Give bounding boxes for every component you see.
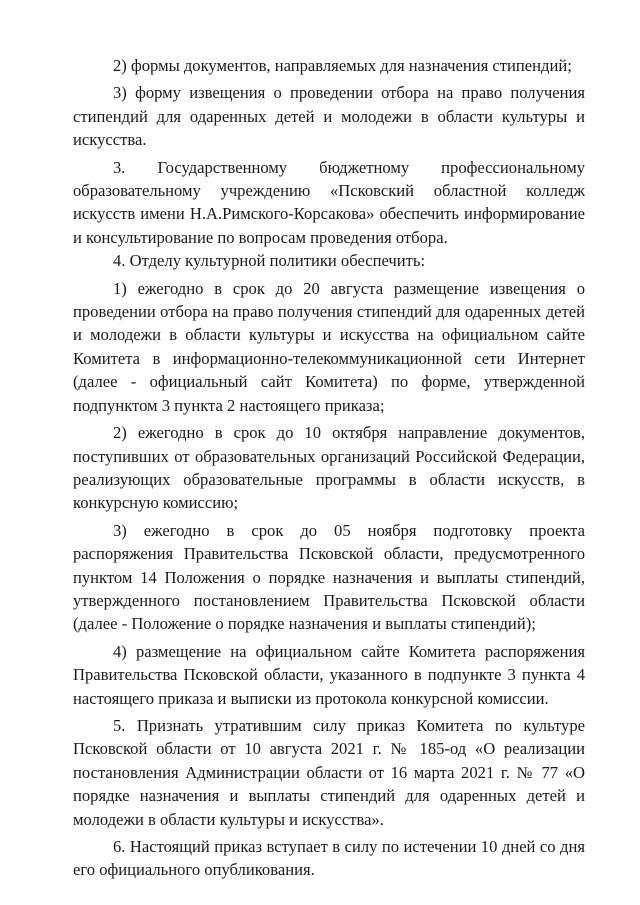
paragraph-clause-6: 6. Настоящий приказ вступает в силу по истечении 10 дней со дня его официального опубликования. [73,837,585,880]
paragraph-clause-5: 5. Признать утратившим силу приказ Комитета по культуре Псковской области от 10 августа 2021 г. № 185-од «О реализации постановления Администрации области от 16 марта 2021 г. № 77 «О порядке назначения и выплаты стипендий для одаренных детей и молодежи в области культуры и искусства». [73,715,585,829]
paragraph-item-3-notice-form: 3) форму извещения о проведении отбора на право получения стипендий для одаренных детей и молодежи в области культуры и искусства. [73,83,585,150]
paragraph-subclause-4-1: 1) ежегодно в срок до 20 августа размещение извещения о проведении отбора на право получения стипендий для одаренных детей и молодежи в области культуры и искусства на официальном сайте Комитета в информационно-телекоммуникационной сети Интернет (далее - официальный сайт Комитета) по форме, утвержденной подпунктом 3 пункта 2 настоящего приказа; [73,278,585,415]
document-body [73,54,585,882]
paragraph-clause-3: 3. Государственному бюджетному профессиональному образовательному учреждению «Псковский областной колледж искусств имени Н.А.Римского-Корсакова» обеспечить информирование и консультирование по вопросам проведения отбора. [73,157,585,247]
paragraph-subclause-4-2: 2) ежегодно в срок до 10 октября направление документов, поступивших от образовательных организаций Российской Федерации, реализующих образовательные программы в области искусств, в конкурсную комиссию; [73,423,585,513]
paragraph-subclause-4-4: 4) размещение на официальном сайте Комитета распоряжения Правительства Псковской области, указанного в подпункте 3 пункта 4 настоящего приказа и выписки из протокола конкурсной комиссии. [73,641,585,708]
paragraph-subclause-4-3: 3) ежегодно в срок до 05 ноября подготовку проекта распоряжения Правительства Псковской области, предусмотренного пунктом 14 Положения о порядке назначения и выплаты стипендий, утвержденного постановлением Правительства Псковской области (далее - Положение о порядке назначения и выплаты стипендий); [73,520,585,634]
paragraph-clause-4: 4. Отделу культурной политики обеспечить: [113,251,426,271]
paragraph-item-2-forms: 2) формы документов, направляемых для назначения стипендий; [113,56,572,75]
